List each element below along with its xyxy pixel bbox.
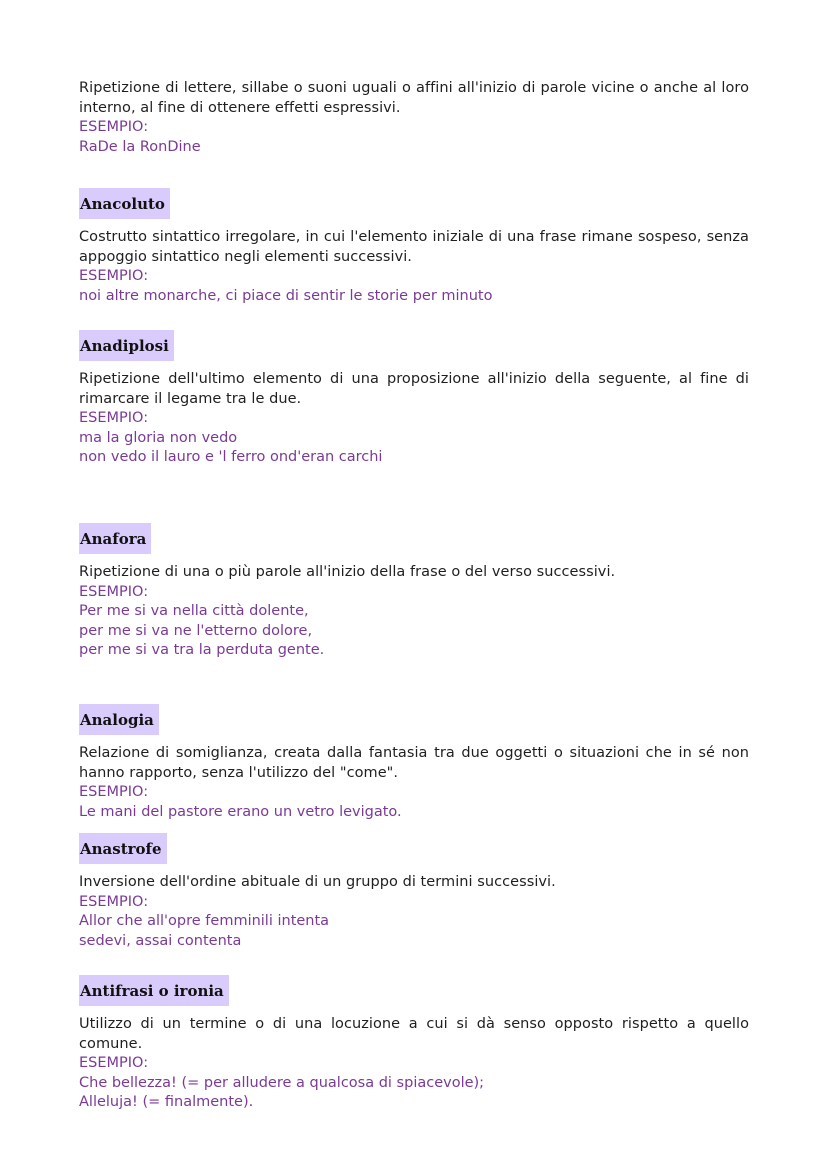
term-heading: Anacoluto xyxy=(79,188,170,219)
section-anadiplosi xyxy=(79,330,749,468)
example-line: Per me si va nella città dolente, xyxy=(79,603,309,619)
example-label: ESEMPIO: xyxy=(79,784,149,800)
example-label: ESEMPIO: xyxy=(79,410,149,426)
example-label: ESEMPIO: xyxy=(79,583,149,600)
example-label: ESEMPIO: xyxy=(79,119,149,135)
section-anastrofe xyxy=(79,833,749,951)
example-line: sedevi, assai contenta xyxy=(79,932,242,949)
term-heading: Anadiplosi xyxy=(79,330,174,361)
section-alliterazione xyxy=(79,79,749,157)
definition-text: Relazione di somiglianza, creata dalla fantasia tra due oggetti o situazioni che in sé non hanno rapporto, senza l'utilizzo del "come". xyxy=(79,745,749,781)
definition-text: Ripetizione di lettere, sillabe o suoni uguali o affini all'inizio di parole vicine o anche al loro interno, al fine di ottenere effetti espressivi. xyxy=(79,80,749,116)
term-heading: Analogia xyxy=(79,704,159,735)
definition-text: Ripetizione di una o più parole all'inizio della frase o del verso successivi. xyxy=(79,564,616,580)
example-line: ma la gloria non vedo xyxy=(79,429,238,446)
example-line: per me si va tra la perduta gente. xyxy=(79,642,325,658)
section-analogia xyxy=(79,704,749,822)
section-anacoluto xyxy=(79,188,749,306)
example-line: RaDe la RonDine xyxy=(79,138,201,155)
definition-text: Ripetizione dell'ultimo elemento di una proposizione all'inizio della seguente, al fine di rimarcare il legame tra le due. xyxy=(79,371,749,407)
example-line: non vedo il lauro e 'l ferro ond'eran carchi xyxy=(79,449,383,465)
definition-text: Utilizzo di un termine o di una locuzione a cui si dà senso opposto rispetto a quello comune. xyxy=(79,1016,749,1052)
section-anafora xyxy=(79,523,749,661)
term-heading: Anafora xyxy=(79,523,151,554)
term-heading: Antifrasi o ironia xyxy=(79,975,229,1006)
example-line: noi altre monarche, ci piace di sentir le storie per minuto xyxy=(79,287,493,304)
definition-text: Costrutto sintattico irregolare, in cui l'elemento iniziale di una frase rimane sospeso, senza appoggio sintattico negli elementi successivi. xyxy=(79,229,749,265)
example-line: Le mani del pastore erano un vetro levigato. xyxy=(79,803,402,820)
term-heading: Anastrofe xyxy=(79,833,167,864)
example-label: ESEMPIO: xyxy=(79,893,149,910)
section-antifrasi xyxy=(79,975,749,1113)
example-label: ESEMPIO: xyxy=(79,1055,149,1071)
example-label: ESEMPIO: xyxy=(79,268,149,284)
definition-text: Inversione dell'ordine abituale di un gruppo di termini successivi. xyxy=(79,874,556,890)
example-line: per me si va ne l'etterno dolore, xyxy=(79,622,313,639)
example-line: Che bellezza! (= per alludere a qualcosa di spiacevole); xyxy=(79,1074,485,1091)
example-line: Allor che all'opre femminili intenta xyxy=(79,913,330,929)
example-line: Alleluja! (= finalmente). xyxy=(79,1094,254,1110)
